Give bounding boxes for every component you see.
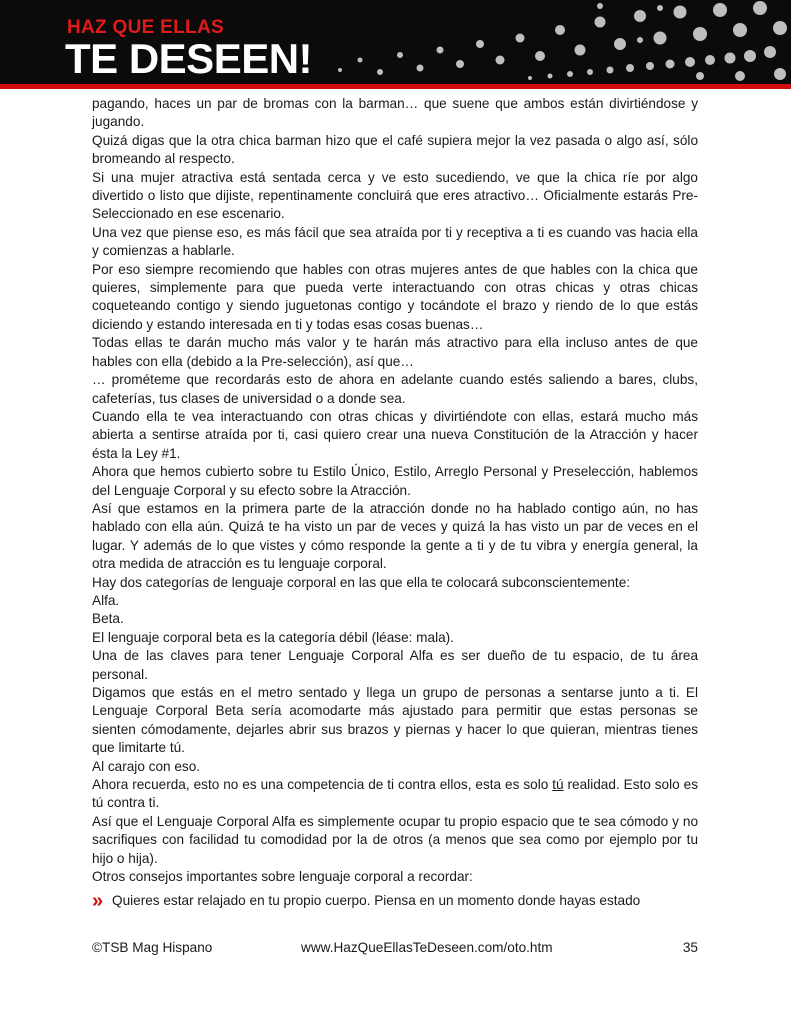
paragraph: El lenguaje corporal beta es la categoría débil (léase: mala).: [92, 629, 454, 645]
paragraph: Una de las claves para tener Lenguaje Corporal Alfa es ser dueño de tu espacio, de tu área personal.: [92, 648, 698, 682]
dot-pattern-decoration: [300, 0, 791, 84]
paragraph: Así que el Lenguaje Corporal Alfa es simplemente ocupar tu propio espacio que te sea cómodo y no sacrifiques con facilidad tu comodidad por la de otros (a menos que sea como por ejemplo por tu hijo o hija).: [92, 813, 698, 866]
paragraph: Alfa.: [92, 592, 120, 608]
paragraph: Todas ellas te darán mucho más valor y te harán más atractivo para ella incluso antes de que hables con ella (debido a la Pre-selección), así que…: [92, 335, 698, 369]
page-number: 35: [682, 940, 698, 955]
paragraph: [92, 776, 698, 813]
paragraph: Cuando ella te vea interactuando con otras chicas y divirtiéndote con ellas, estará mucho más abierta a sentirse atraída por ti, casi quiero crear una nueva Constitución de la Atracción y hacer ésta la Ley #1.: [92, 408, 698, 461]
paragraph: Una vez que piense eso, es más fácil que sea atraída por ti y receptiva a ti es cuando vas hacia ella y comienzas a hablarle.: [92, 224, 698, 259]
footer-copyright: ©TSB Mag Hispano: [92, 940, 213, 955]
footer-url-link[interactable]: www.HazQueEllasTeDeseen.com/oto.htm: [301, 940, 553, 955]
paragraph: Si una mujer atractiva está sentada cerca y ve esto sucediendo, ve que la chica ríe por algo divertido o listo que dijiste, repentinamente concluirá que eres atractivo… Oficialmente estarás Pre-Seleccionado en ese escenario.: [92, 169, 698, 222]
page-body: [92, 95, 698, 911]
paragraph-text: Ahora recuerda, esto no es una competencia de ti contra ellos, esta es solo: [92, 777, 553, 793]
paragraph-text: realidad. Esto solo es tú contra ti.: [92, 777, 699, 811]
bullet-text: Quieres estar relajado en tu propio cuerpo. Piensa en un momento donde hayas estado: [112, 893, 641, 909]
page-header: [0, 0, 791, 84]
bullet-item: [92, 890, 698, 913]
paragraph: Beta.: [92, 611, 124, 627]
paragraph: Por eso siempre recomiendo que hables con otras mujeres antes de que hables con la chica que quieres, simplemente para que pueda verte interactuando con otras chicas y otras chicas coqueteando contigo y siendo juguetonas contigo y tocándote el brazo y riendo de lo que estás diciendo y estando interesada en ti y todas esas cosas buenas…: [92, 261, 698, 332]
bullet-chevron-icon: »: [92, 890, 104, 913]
paragraph: Otros consejos importantes sobre lenguaje corporal a recordar:: [92, 869, 473, 885]
paragraph: Hay dos categorías de lenguaje corporal en las que ella te colocará subconscientemente:: [92, 574, 631, 590]
paragraph: Al carajo con eso.: [92, 758, 201, 774]
logo-main-text: TE DESEEN!: [65, 35, 313, 82]
paragraph: Así que estamos en la primera parte de la atracción donde no ha hablado contigo aún, no has hablado con ella aún. Quizá te ha visto un par de veces y quizá la has visto un par de veces en el lugar. Y además de lo que vistes y cómo responde la gente a ti y de tu vibra y energía general, la otra medida de atracción es tu lenguaje corporal.: [92, 500, 698, 572]
paragraph: … prométeme que recordarás esto de ahora en adelante cuando estés saliendo a bares, clubs, cafeterías, tus clases de universidad o a donde sea.: [92, 372, 698, 406]
underlined-word: tú: [552, 777, 564, 793]
paragraph: Ahora que hemos cubierto sobre tu Estilo Único, Estilo, Arreglo Personal y Preselección, hablemos del Lenguaje Corporal y su efecto sobre la Atracción.: [92, 464, 698, 498]
header-stripe: [0, 84, 791, 89]
paragraph: pagando, haces un par de bromas con la barman… que suene que ambos están divirtiéndose y jugando.: [92, 96, 698, 130]
logo-top-text: HAZ QUE ELLAS: [67, 17, 224, 38]
paragraph: Digamos que estás en el metro sentado y llega un grupo de personas a sentarse junto a ti. El Lenguaje Corporal Beta sería acomodarte más ajustado para permitir que estas personas se sienten cómodamente, dejarles abrir sus brazos y piernas y hacer lo que quieran, mientras tienes que limitarte tú.: [92, 685, 698, 756]
paragraph: Quizá digas que la otra chica barman hizo que el café supiera mejor la vez pasada o algo así, sólo bromeando al respecto.: [92, 132, 698, 167]
